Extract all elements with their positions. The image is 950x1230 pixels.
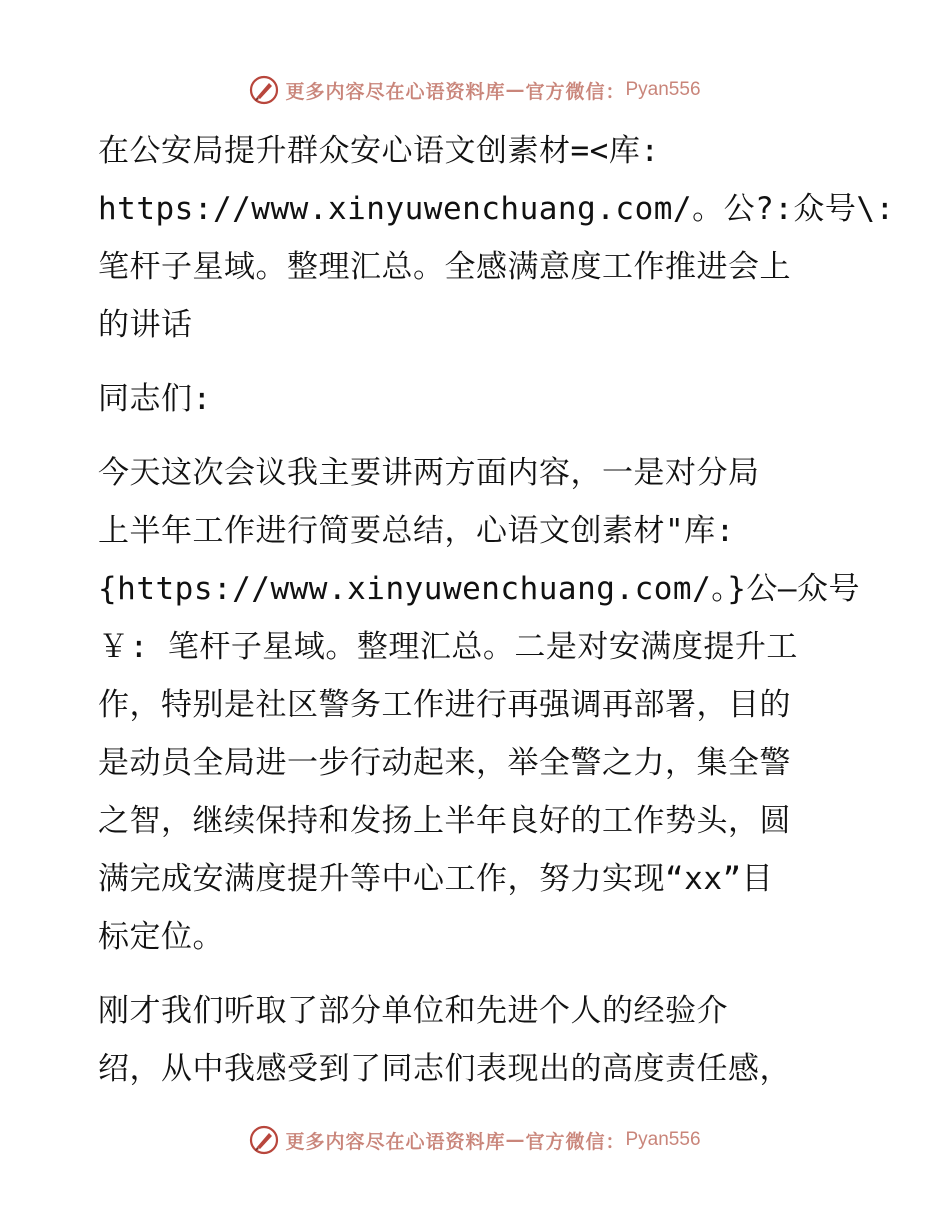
paragraph-title xyxy=(98,122,895,354)
text-line: 标定位。 xyxy=(98,919,224,955)
paragraph-salutation xyxy=(98,370,858,428)
banner-wechat-id: Pyan556 xyxy=(625,1129,701,1150)
banner-wechat-label: 官方微信： xyxy=(525,80,626,103)
text-line: ￥: 笔杆子星域。整理汇总。二是对安满度提升工 xyxy=(98,629,798,665)
text-line: 满完成安满度提升等中心工作，努力实现“xx”目 xyxy=(98,861,774,897)
text-line: https://www.xinyuwenchuang.com/。公?:众号\: xyxy=(98,191,895,227)
quill-pen-logo-icon xyxy=(249,75,279,105)
banner-wechat-id: Pyan556 xyxy=(625,79,701,100)
text-line: 今天这次会议我主要讲两方面内容，一是对分局 xyxy=(98,455,760,491)
paragraph-body-1 xyxy=(98,444,861,966)
text-line: 刚才我们听取了部分单位和先进个人的经验介 xyxy=(98,993,728,1029)
banner-main-text: 更多内容尽在心语资料库 xyxy=(285,80,506,103)
document-body xyxy=(98,122,895,1114)
text-line: 笔杆子星域。整理汇总。全感满意度工作推进会上 xyxy=(98,249,791,285)
text-line: 绍，从中我感受到了同志们表现出的高度责任感， xyxy=(98,1051,791,1087)
banner-dash: — xyxy=(505,79,526,101)
paragraph-body-2 xyxy=(98,982,858,1098)
banner-dash: — xyxy=(505,1129,526,1151)
banner-main-text: 更多内容尽在心语资料库 xyxy=(285,1130,506,1153)
text-line: 上半年工作进行简要总结，心语文创素材"库: xyxy=(98,513,735,549)
header-watermark-banner xyxy=(0,70,950,110)
text-line: 的讲话 xyxy=(98,307,193,343)
text-line: 在公安局提升群众安心语文创素材=<库: xyxy=(98,133,660,169)
footer-watermark-banner xyxy=(0,1120,950,1160)
text-line: 作，特别是社区警务工作进行再强调再部署，目的 xyxy=(98,687,791,723)
quill-pen-logo-icon xyxy=(249,1125,279,1155)
text-line: 同志们: xyxy=(98,381,212,417)
text-line: 之智，继续保持和发扬上半年良好的工作势头，圆 xyxy=(98,803,791,839)
text-line: {https://www.xinyuwenchuang.com/。}公—众号 xyxy=(98,571,861,607)
text-line: 是动员全局进一步行动起来，举全警之力，集全警 xyxy=(98,745,791,781)
banner-wechat-label: 官方微信： xyxy=(525,1130,626,1153)
